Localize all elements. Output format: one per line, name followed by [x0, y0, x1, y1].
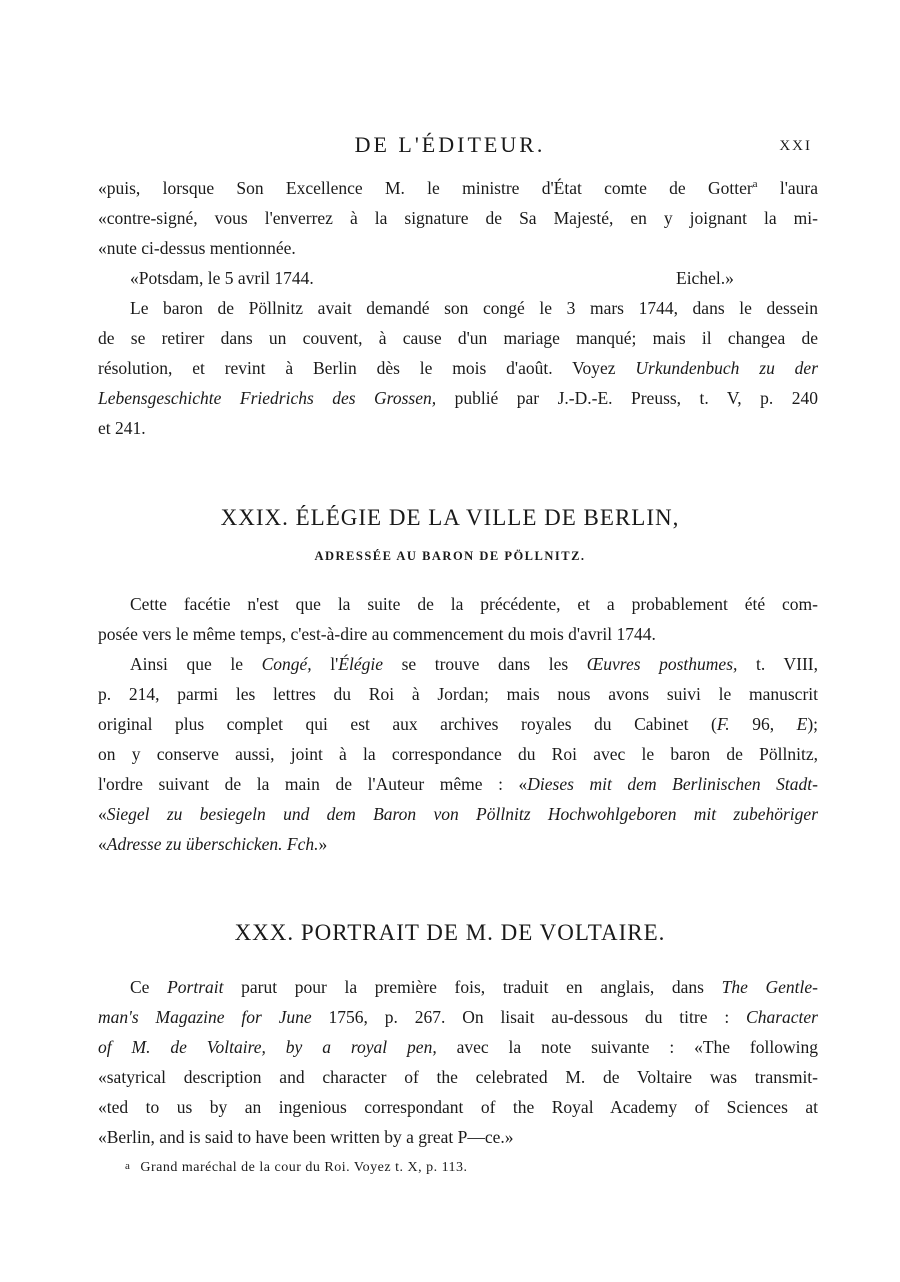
section-xxix-text	[98, 589, 818, 859]
footnote-text: Grand maréchal de la cour du Roi. Voyez t. X, p. 113.	[140, 1160, 468, 1175]
text-line: «Berlin, and is said to have been written by a great P—ce.»	[98, 1127, 514, 1147]
place-date: «Potsdam, le 5 avril 1744.	[130, 268, 314, 288]
text-line: résolution, et revint à Berlin dès le mois d'août. Voyez Urkundenbuch zu der	[98, 358, 819, 378]
footnote	[125, 1160, 468, 1176]
running-head	[0, 132, 900, 160]
text-line: original plus complet qui est aux archives royales du Cabinet (F. 96, E);	[98, 714, 819, 734]
text-line: de se retirer dans un couvent, à cause d'un mariage manqué; mais il changea de	[98, 328, 818, 348]
text-line: Le baron de Pöllnitz avait demandé son congé le 3 mars 1744, dans le dessein	[130, 298, 818, 318]
text-line: «satyrical description and character of the celebrated M. de Voltaire was transmit-	[98, 1067, 818, 1087]
footnote-marker: a	[752, 178, 758, 191]
text-line: of M. de Voltaire, by a royal pen, avec la note suivante : «The following	[98, 1037, 818, 1057]
section-subheading-xxix: ADRESSÉE AU BARON DE PÖLLNITZ.	[314, 549, 586, 563]
page-number: XXI	[779, 138, 812, 154]
text-line: «contre-signé, vous l'enverrez à la signature de Sa Majesté, en y joignant la mi-	[98, 208, 818, 228]
text-line: Ce Portrait parut pour la première fois, traduit en anglais, dans The Gentle-	[130, 977, 818, 997]
signature-line	[98, 263, 818, 293]
text-line: «nute ci-dessus mentionnée.	[98, 238, 296, 258]
section-xxx-text	[98, 972, 818, 1152]
signature: Eichel.»	[676, 268, 734, 288]
text-line: Lebensgeschichte Friedrichs des Grossen, publié par J.-D.-E. Preuss, t. V, p. 240	[98, 388, 818, 408]
previous-section-text	[98, 173, 818, 443]
text-line: «Adresse zu überschicken. Fch.»	[98, 834, 328, 854]
text-line: «Siegel zu besiegeln und dem Baron von Pöllnitz Hochwohlgeboren mit zubehöriger	[98, 804, 818, 824]
text-line: «ted to us by an ingenious correspondant of the Royal Academy of Sciences at	[98, 1097, 818, 1117]
text-line: «puis, lorsque Son Excellence M. le ministre d'État comte de Gotter$^a$ l'aura	[98, 178, 818, 198]
text-line: on y conserve aussi, joint à la correspondance du Roi avec le baron de Pöllnitz,	[98, 744, 818, 764]
text-line: l'ordre suivant de la main de l'Auteur même : «Dieses mit dem Berlinischen Stadt-	[98, 774, 818, 794]
section-heading-xxx: XXX. PORTRAIT DE M. DE VOLTAIRE.	[234, 920, 666, 945]
text-line: Cette facétie n'est que la suite de la précédente, et a probablement été com-	[130, 594, 818, 614]
text-line: et 241.	[98, 418, 146, 438]
text-line: man's Magazine for June 1756, p. 267. On lisait au-dessous du titre : Character	[98, 1007, 818, 1027]
text-line: posée vers le même temps, c'est-à-dire au commencement du mois d'avril 1744.	[98, 624, 656, 644]
section-heading-xxix: XXIX. ÉLÉGIE DE LA VILLE DE BERLIN,	[220, 505, 680, 530]
text-line: p. 214, parmi les lettres du Roi à Jordan; mais nous avons suivi le manuscrit	[98, 684, 818, 704]
running-title: DE L'ÉDITEUR.	[354, 132, 546, 157]
footnote-mark: a	[125, 1160, 131, 1172]
text-line: Ainsi que le Congé, l'Élégie se trouve dans les Œuvres posthumes, t. VIII,	[130, 654, 818, 674]
